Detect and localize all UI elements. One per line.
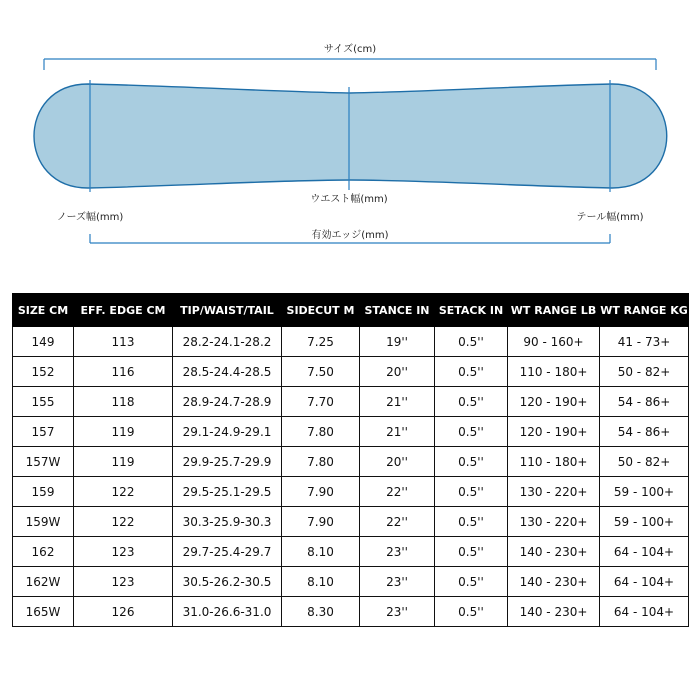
tail-label: テール幅(mm) [576,212,644,223]
cell-size: 152 [13,357,74,387]
cell-sidecut: 8.10 [282,537,360,567]
header-stance: STANCE IN [360,294,435,327]
cell-wt-range-lb: 130 - 220+ [508,477,600,507]
cell-eff-edge: 118 [74,387,173,417]
cell-stance: 22'' [360,477,435,507]
cell-tip-waist-tail: 30.5-26.2-30.5 [173,567,282,597]
cell-tip-waist-tail: 29.5-25.1-29.5 [173,477,282,507]
cell-wt-range-lb: 90 - 160+ [508,327,600,357]
header-setback: SETACK IN [435,294,508,327]
cell-wt-range-lb: 140 - 230+ [508,597,600,627]
cell-tip-waist-tail: 29.1-24.9-29.1 [173,417,282,447]
cell-stance: 23'' [360,597,435,627]
cell-wt-range-lb: 120 - 190+ [508,417,600,447]
cell-size: 165W [13,597,74,627]
snowboard-shape [34,84,667,188]
table-row [13,477,689,507]
cell-eff-edge: 122 [74,477,173,507]
cell-stance: 23'' [360,567,435,597]
cell-wt-range-lb: 110 - 180+ [508,357,600,387]
cell-stance: 23'' [360,537,435,567]
cell-size: 159 [13,477,74,507]
cell-setback: 0.5'' [435,567,508,597]
table-row [13,507,689,537]
cell-eff-edge: 119 [74,447,173,477]
cell-sidecut: 7.70 [282,387,360,417]
cell-setback: 0.5'' [435,357,508,387]
cell-setback: 0.5'' [435,507,508,537]
cell-stance: 20'' [360,447,435,477]
cell-size: 149 [13,327,74,357]
header-sidecut: SIDECUT M [282,294,360,327]
cell-tip-waist-tail: 28.5-24.4-28.5 [173,357,282,387]
cell-wt-range-kg: 64 - 104+ [600,537,689,567]
cell-wt-range-kg: 50 - 82+ [600,447,689,477]
cell-wt-range-lb: 110 - 180+ [508,447,600,477]
cell-stance: 20'' [360,357,435,387]
table-row [13,357,689,387]
cell-wt-range-lb: 120 - 190+ [508,387,600,417]
cell-eff-edge: 126 [74,597,173,627]
cell-stance: 21'' [360,387,435,417]
cell-wt-range-lb: 130 - 220+ [508,507,600,537]
header-wt-range-lb: WT RANGE LB [508,294,600,327]
cell-sidecut: 7.90 [282,507,360,537]
cell-wt-range-lb: 140 - 230+ [508,537,600,567]
cell-tip-waist-tail: 29.9-25.7-29.9 [173,447,282,477]
cell-eff-edge: 123 [74,537,173,567]
cell-tip-waist-tail: 31.0-26.6-31.0 [173,597,282,627]
cell-size: 157W [13,447,74,477]
table-row [13,567,689,597]
cell-eff-edge: 122 [74,507,173,537]
cell-wt-range-kg: 41 - 73+ [600,327,689,357]
waist-label: ウエスト幅(mm) [310,194,388,205]
cell-sidecut: 8.10 [282,567,360,597]
cell-tip-waist-tail: 28.2-24.1-28.2 [173,327,282,357]
header-wt-range-kg: WT RANGE KG [600,294,689,327]
header-tip-waist-tail: TIP/WAIST/TAIL [173,294,282,327]
cell-setback: 0.5'' [435,327,508,357]
table-row [13,447,689,477]
cell-setback: 0.5'' [435,537,508,567]
table-row [13,597,689,627]
cell-stance: 19'' [360,327,435,357]
cell-size: 157 [13,417,74,447]
spec-table [12,293,689,627]
table-header-row [13,294,689,327]
cell-tip-waist-tail: 29.7-25.4-29.7 [173,537,282,567]
cell-eff-edge: 123 [74,567,173,597]
edge-label: 有効エッジ(mm) [311,230,389,241]
cell-tip-waist-tail: 30.3-25.9-30.3 [173,507,282,537]
table-row [13,417,689,447]
cell-sidecut: 7.50 [282,357,360,387]
nose-label: ノーズ幅(mm) [56,212,124,223]
cell-setback: 0.5'' [435,597,508,627]
cell-sidecut: 8.30 [282,597,360,627]
cell-wt-range-kg: 64 - 104+ [600,567,689,597]
cell-sidecut: 7.25 [282,327,360,357]
cell-wt-range-kg: 50 - 82+ [600,357,689,387]
table-row [13,387,689,417]
cell-size: 162 [13,537,74,567]
size-dimension-line [44,59,656,70]
cell-stance: 22'' [360,507,435,537]
table-row [13,537,689,567]
cell-eff-edge: 119 [74,417,173,447]
cell-wt-range-kg: 54 - 86+ [600,417,689,447]
cell-sidecut: 7.90 [282,477,360,507]
cell-eff-edge: 116 [74,357,173,387]
cell-stance: 21'' [360,417,435,447]
cell-wt-range-kg: 54 - 86+ [600,387,689,417]
cell-wt-range-lb: 140 - 230+ [508,567,600,597]
cell-setback: 0.5'' [435,447,508,477]
cell-wt-range-kg: 64 - 104+ [600,597,689,627]
cell-setback: 0.5'' [435,417,508,447]
table-row [13,327,689,357]
cell-wt-range-kg: 59 - 100+ [600,477,689,507]
header-size: SIZE CM [13,294,74,327]
cell-size: 155 [13,387,74,417]
cell-setback: 0.5'' [435,387,508,417]
cell-eff-edge: 113 [74,327,173,357]
cell-size: 162W [13,567,74,597]
cell-tip-waist-tail: 28.9-24.7-28.9 [173,387,282,417]
header-eff-edge: EFF. EDGE CM [74,294,173,327]
size-label: サイズ(cm) [323,44,377,55]
cell-sidecut: 7.80 [282,447,360,477]
cell-sidecut: 7.80 [282,417,360,447]
cell-wt-range-kg: 59 - 100+ [600,507,689,537]
cell-size: 159W [13,507,74,537]
cell-setback: 0.5'' [435,477,508,507]
snowboard-diagram [0,0,700,250]
